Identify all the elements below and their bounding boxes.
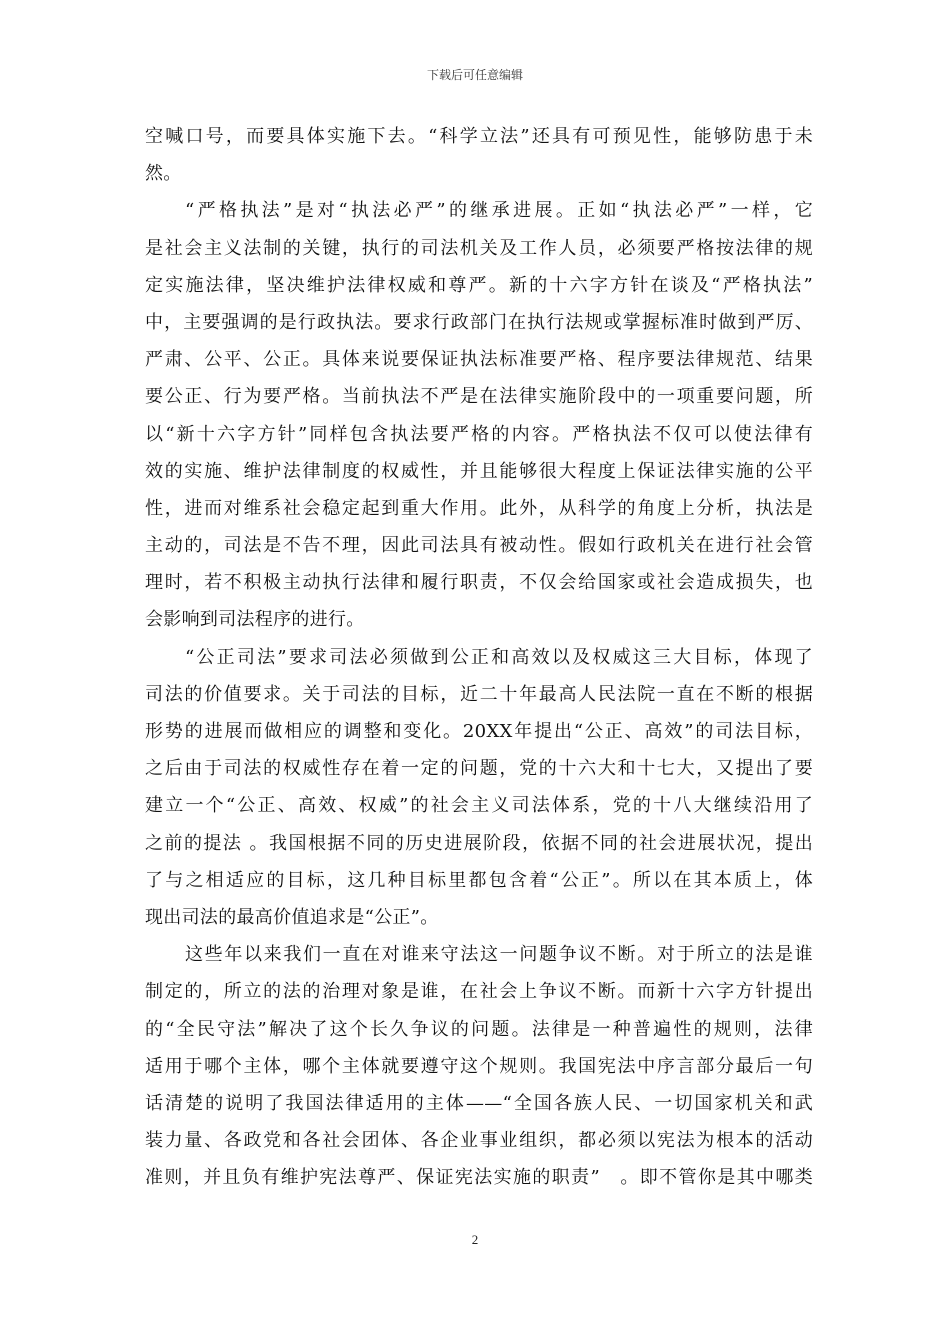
- text-line: 现出司法的最高价值追求是“公正”。: [145, 906, 439, 928]
- paragraph: [145, 192, 813, 638]
- text-line: 会影响到司法程序的进行。: [145, 609, 365, 631]
- text-line: 这些年以来我们一直在对谁来守法这一问题争议不断。对于所立的法是谁: [185, 944, 813, 966]
- text-line: 司法的价值要求。关于司法的目标，近二十年最高人民法院一直在不断的根据: [145, 683, 813, 705]
- text-line: 形势的进展而做相应的调整和变化。20XX年提出“公正、高效”的司法目标，: [145, 721, 813, 742]
- text-line: “公正司法”要求司法必须做到公正和高效以及权威这三大目标，体现了: [185, 646, 813, 668]
- text-line: 之后由于司法的权威性存在着一定的问题，党的十六大和十七大，又提出了要: [145, 758, 813, 780]
- text-line: 定实施法律，坚决维护法律权威和尊严。新的十六字方针在谈及“严格执法”: [145, 274, 813, 296]
- text-line: 以“新十六字方针”同样包含执法要严格的内容。严格执法不仅可以使法律有: [145, 423, 813, 445]
- text-line: 之前的提法 。我国根据不同的历史进展阶段，依据不同的社会进展状况，提出: [145, 832, 813, 854]
- text-line: 的“全民守法”解决了这个长久争议的问题。法律是一种普遍性的规则，法律: [145, 1018, 813, 1040]
- text-line: 严肃、公平、公正。具体来说要保证执法标准要严格、程序要法律规范、结果: [145, 349, 813, 371]
- text-line: 性，进而对维系社会稳定起到重大作用。此外，从科学的角度上分析，执法是: [145, 497, 813, 519]
- text-line: 主动的，司法是不告不理，因此司法具有被动性。假如行政机关在进行社会管: [145, 535, 813, 557]
- text-line: 要公正、行为要严格。当前执法不严是在法律实施阶段中的一项重要问题，所: [145, 386, 813, 408]
- text-line: 话清楚的说明了我国法律适用的主体——“全国各族人民、一切国家机关和武: [145, 1092, 813, 1114]
- text-line: 中，主要强调的是行政执法。要求行政部门在执行法规或掌握标准时做到严厉、: [145, 311, 813, 333]
- text-line: 理时，若不积极主动执行法律和履行职责，不仅会给国家或社会造成损失，也: [145, 572, 813, 594]
- text-line: 然。: [145, 163, 182, 185]
- text-line: 效的实施、维护法律制度的权威性，并且能够很大程度上保证法律实施的公平: [145, 460, 813, 482]
- paragraph: [145, 936, 813, 1196]
- text-line: 是社会主义法制的关键，执行的司法机关及工作人员，必须要严格按法律的规: [145, 237, 813, 259]
- document-body: [145, 118, 813, 1196]
- text-line: 装力量、各政党和各社会团体、各企业事业组织，都必须以宪法为根本的活动: [145, 1130, 813, 1152]
- text-line: “严格执法”是对“执法必严”的继承进展。正如“执法必严”一样，它: [185, 200, 813, 222]
- text-line: 适用于哪个主体，哪个主体就要遵守这个规则。我国宪法中序言部分最后一句: [145, 1055, 813, 1077]
- text-line: 空喊口号，而要具体实施下去。“科学立法”还具有可预见性，能够防患于未: [145, 126, 813, 147]
- page-number: 2: [471, 1232, 479, 1247]
- text-line: 建立一个“公正、高效、权威”的社会主义司法体系，党的十八大继续沿用了: [145, 795, 813, 817]
- paragraph: [145, 118, 813, 192]
- text-line: 准则，并且负有维护宪法尊严、保证宪法实施的职责” 。即不管你是其中哪类: [145, 1167, 813, 1189]
- text-line: 了与之相适应的目标，这几种目标里都包含着“公正”。所以在其本质上，体: [145, 869, 813, 891]
- paragraph: [145, 639, 813, 937]
- page-header: 下载后可任意编辑: [426, 68, 523, 82]
- text-line: 制定的，所立的法的治理对象是谁，在社会上争议不断。而新十六字方针提出: [145, 981, 813, 1003]
